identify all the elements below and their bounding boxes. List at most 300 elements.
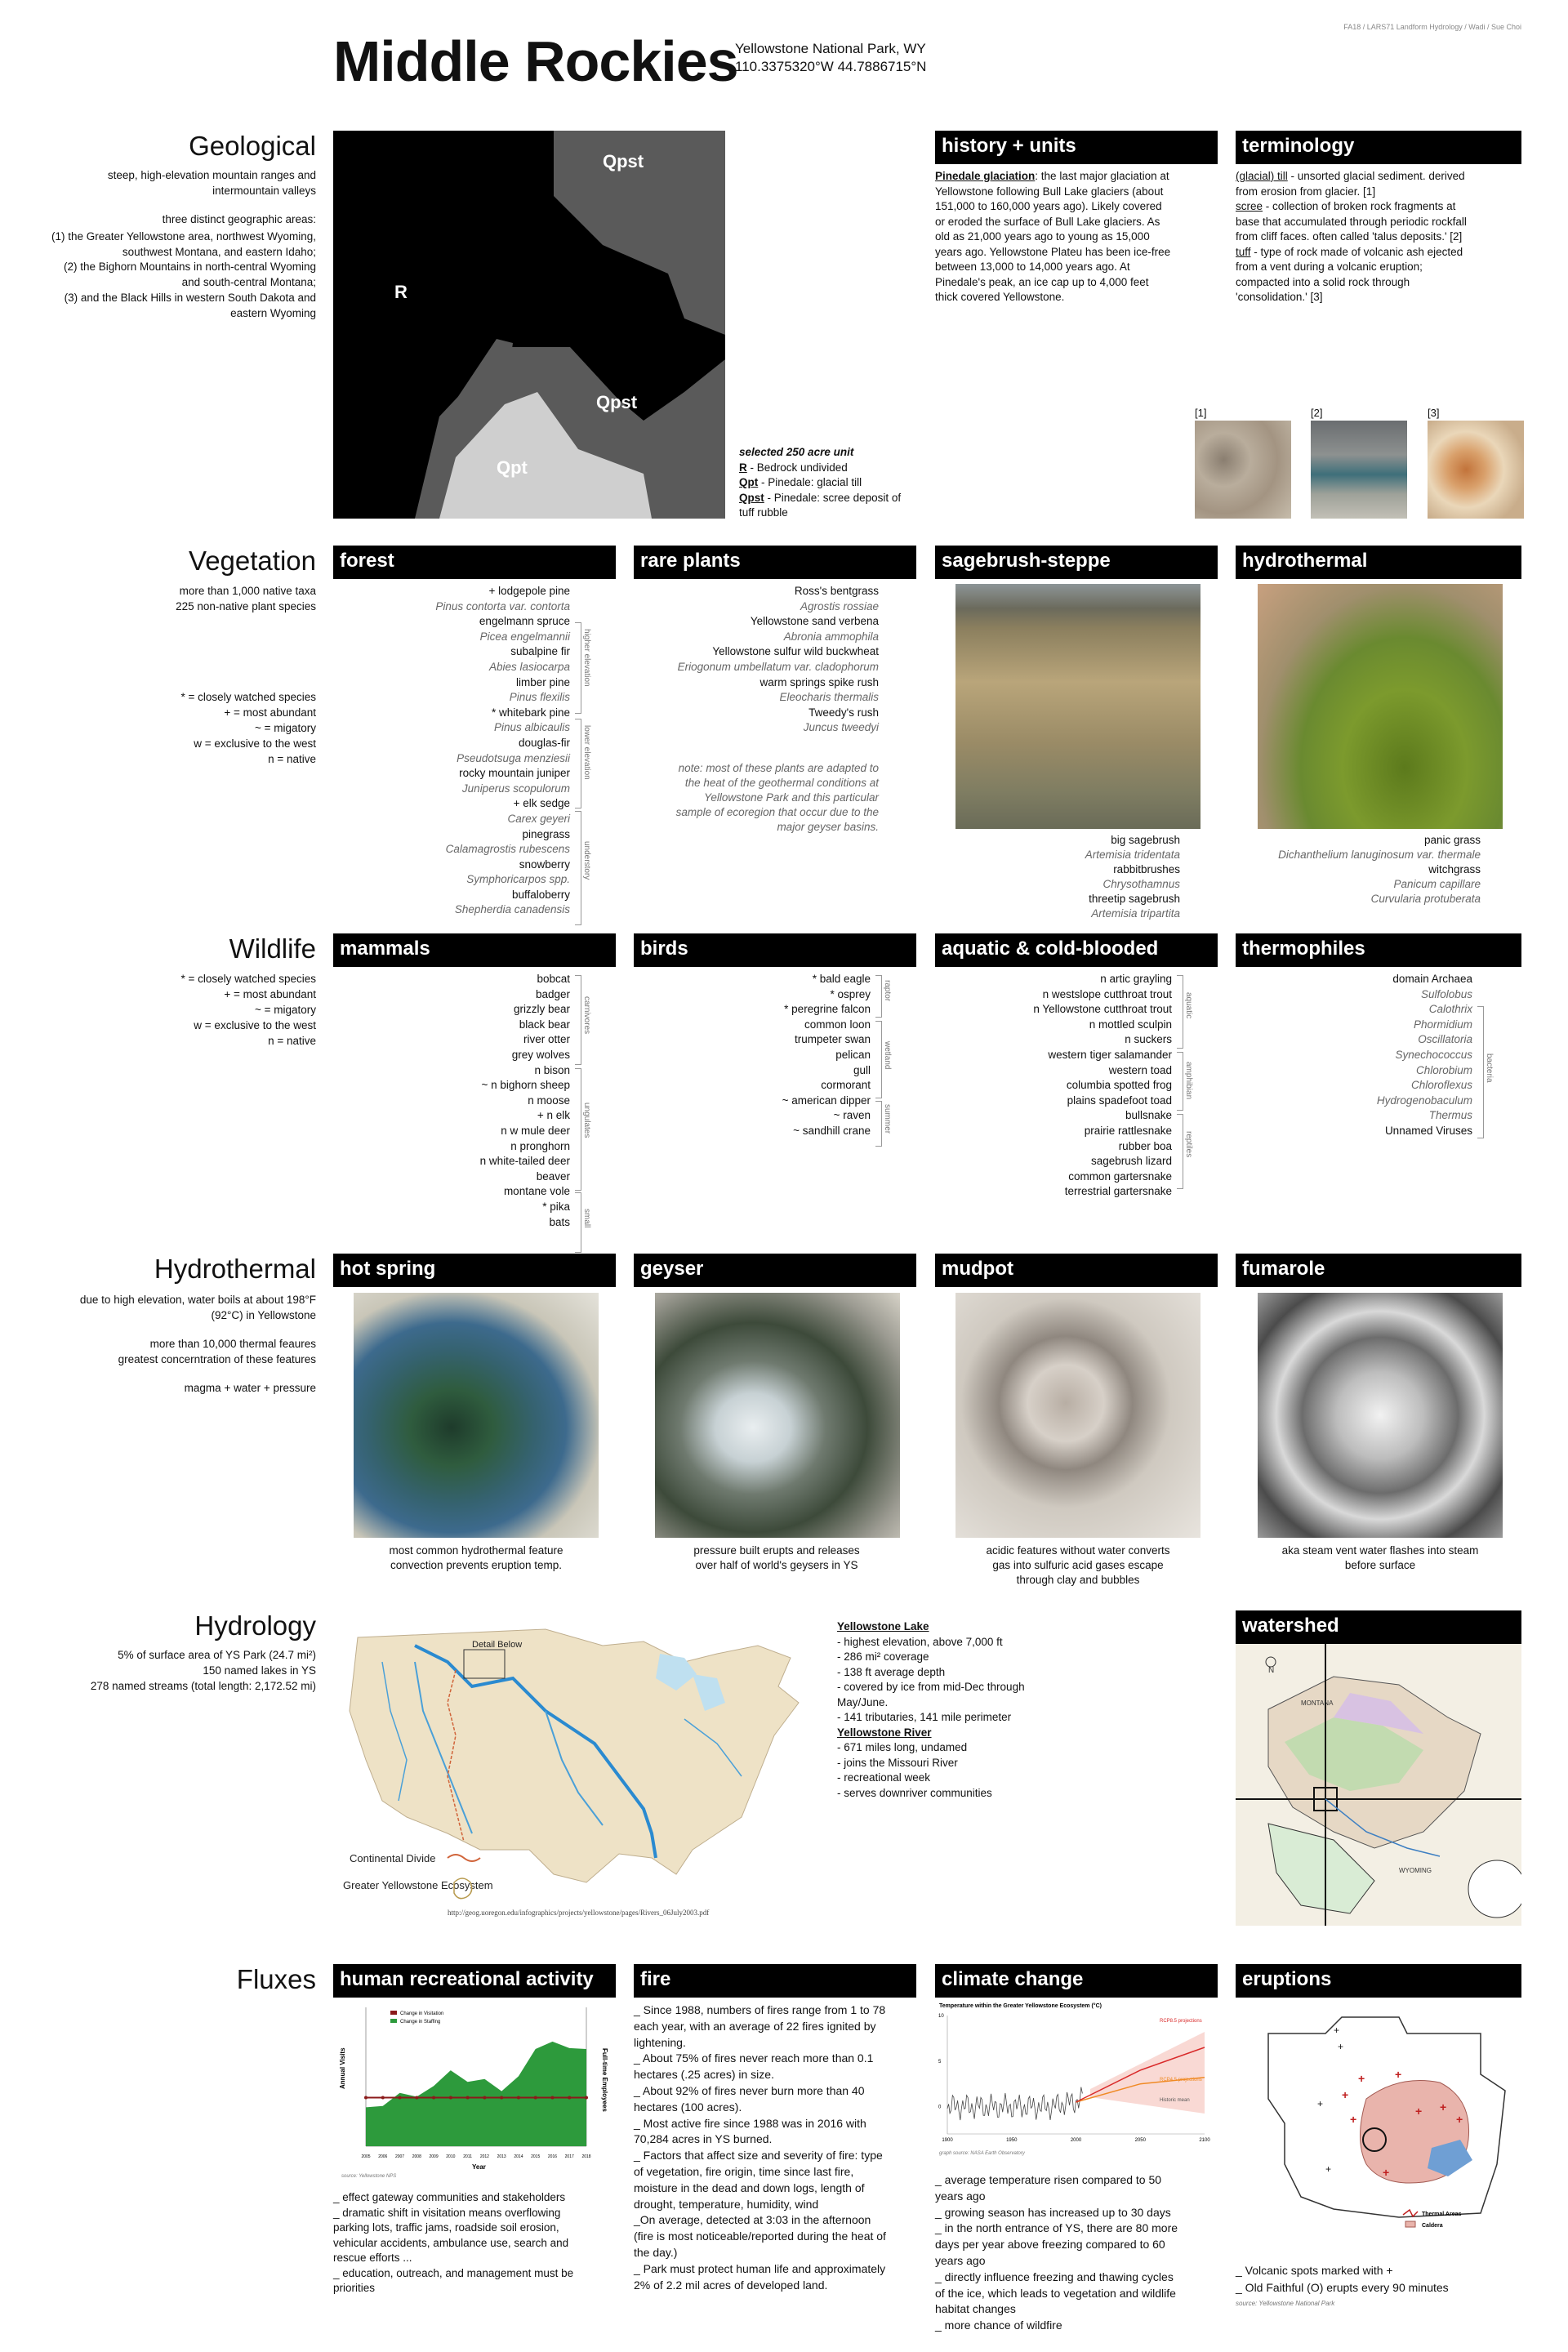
svg-text:+: + (1358, 2072, 1365, 2085)
staffing-point (432, 2096, 435, 2100)
map-label: Qpst (596, 392, 638, 412)
legend-label: Change in Staffing (400, 2020, 441, 2025)
lake-title: Yellowstone Lake (837, 1620, 929, 1633)
mammals-list (333, 972, 570, 1230)
note: more than 1,000 native taxa (179, 585, 316, 597)
list-item: rocky mountain juniper (459, 767, 570, 780)
staffing-point (483, 2096, 486, 2100)
fact: - serves downriver communities (837, 1786, 992, 1799)
list-item: Pinus flexilis (509, 691, 570, 704)
x-axis-label: Year (472, 2163, 486, 2171)
list-item: Eleocharis thermalis (779, 691, 879, 704)
header-hot-spring: hot spring (333, 1254, 616, 1287)
map-label: Greater Yellowstone Ecosystem (343, 1879, 493, 1891)
list-item: bobcat (537, 973, 570, 985)
geyser-caption: pressure built erupts and releases over half of world's geysers in YS (693, 1544, 860, 1571)
list-item: rubber boa (1118, 1139, 1172, 1152)
staffing-point (415, 2096, 418, 2100)
bracket (575, 1192, 581, 1253)
list-item: warm springs spike rush (760, 675, 879, 688)
bullet: _ average temperature risen compared to 50 years ago (935, 2173, 1162, 2203)
section-title-wildlife: Wildlife (229, 933, 316, 964)
list-item: sagebrush lizard (1090, 1155, 1172, 1168)
key-item: + = most abundant (224, 987, 316, 1000)
bracket (575, 1068, 581, 1191)
group-label: small (582, 1209, 591, 1228)
bullet: _ education, outreach, and management must be priorities (333, 2266, 574, 2294)
header-human-activity: human recreational activity (333, 1964, 616, 1998)
rare-note: note: most of these plants are adapted to the heat of the geothermal conditions at Yellowstone Park and this particular sample of ecoregion that occur due to the major geyser basins. (675, 762, 879, 833)
till-photo (1195, 421, 1291, 519)
bullet: _ dramatic shift in visitation means overflowing parking lots, traffic jams, roadside soil erosion, vehicular accidents, ambulance use, search and rescue efforts ... (333, 2206, 569, 2264)
svg-text:+: + (1317, 2098, 1324, 2109)
note: due to high elevation, water boils at about 198°F (92°C) in Yellowstone (79, 1294, 316, 1321)
header-geyser: geyser (634, 1254, 916, 1287)
list-item: ~ n bighorn sheep (481, 1079, 570, 1092)
x-tick-label: 2010 (446, 2154, 456, 2159)
key-item: ~ = migatory (254, 721, 316, 734)
human-activity-text (333, 2190, 578, 2296)
header-terminology: terminology (1236, 131, 1521, 164)
map-label: MONTANA (1301, 1699, 1334, 1707)
list-item: Carex geyeri (507, 812, 570, 825)
x-tick-label: 2006 (378, 2154, 388, 2159)
y-tick-label: 10 (938, 2014, 944, 2019)
map-label: Detail Below (472, 1640, 523, 1650)
key-item: * = closely watched species (180, 691, 316, 703)
wildlife-key (49, 972, 316, 1049)
x-tick-label: 2005 (361, 2154, 371, 2159)
list-item: Calamagrostis rubescens (445, 843, 570, 856)
list-item: rabbitbrushes (1113, 863, 1180, 875)
list-item: panic grass (1423, 834, 1481, 846)
bullet: _On average, detected at 3:03 in the afternoon (fire is most noticeable/reported during the heat of the day.) (634, 2213, 886, 2259)
note: 278 named streams (total length: 2,172.52 mi) (90, 1679, 316, 1692)
list-item: n moose (528, 1094, 570, 1107)
header-mammals: mammals (333, 933, 616, 967)
header-hydrothermal-veg: hydrothermal (1236, 546, 1521, 579)
x-tick-label: 2000 (1070, 2138, 1082, 2143)
list-item: + n elk (537, 1109, 570, 1122)
legend-label: Caldera (1422, 2223, 1443, 2229)
hot-spring-caption: most common hydrothermal feature convection prevents eruption temp. (389, 1544, 564, 1571)
note: (3) and the Black Hills in western South Dakota and eastern Wyoming (64, 292, 316, 320)
list-item: * pika (542, 1200, 570, 1213)
header-mudpot: mudpot (935, 1254, 1218, 1287)
bullet: _ Most active fire since 1988 was in 2016 with 70,284 acres in YS burned. (634, 2116, 866, 2146)
bullet: _ Volcanic spots marked with + (1236, 2264, 1393, 2277)
list-item: * whitebark pine (491, 706, 570, 719)
list-item: n artic grayling (1100, 973, 1172, 985)
header-climate-change: climate change (935, 1964, 1218, 1998)
x-tick-label: 2009 (429, 2154, 439, 2159)
map-label: Continental Divide (350, 1852, 436, 1864)
list-item: n westslope cutthroat trout (1042, 987, 1172, 1000)
list-item: Pinus contorta var. contorta (435, 599, 570, 612)
list-item: snowberry (519, 858, 570, 871)
group-label: reptiles (1184, 1131, 1193, 1158)
bracket (575, 811, 581, 925)
staffing-point (568, 2096, 571, 2100)
chart-source: source: Yellowstone NPS (341, 2174, 397, 2179)
list-item: witchgrass (1428, 863, 1481, 875)
bullet: _ more chance of wildfire (935, 2319, 1062, 2332)
chart-title: Temperature within the Greater Yellowstone Ecosystem (°C) (939, 2003, 1102, 2009)
course-credit: FA18 / LARS71 Landform Hydrology / Wadi / Sue Choi (1343, 23, 1521, 31)
bracket (1177, 975, 1183, 1049)
header-watershed: watershed (1236, 1610, 1521, 1644)
note: 225 non-native plant species (176, 599, 316, 612)
bullet: _ directly influence freezing and thawing cycles of the ice, which leads to vegetation and wildlife habitat changes (935, 2270, 1176, 2316)
staffing-point (466, 2096, 470, 2100)
list-item: engelmann spruce (479, 615, 570, 628)
historic-line (947, 2087, 1082, 2121)
header-aquatic: aquatic & cold-blooded (935, 933, 1218, 967)
list-item: Juniperus scopulorum (461, 782, 570, 795)
svg-text:+: + (1350, 2113, 1357, 2126)
group-label: summer (883, 1104, 892, 1134)
header-rare-plants: rare plants (634, 546, 916, 579)
note: greatest concerntration of these features (118, 1352, 316, 1365)
list-item: * osprey (830, 987, 871, 1000)
list-item: Symphoricarpos spp. (466, 873, 570, 886)
list-item: n bison (534, 1063, 570, 1076)
list-item: Synechococcus (1395, 1048, 1472, 1061)
x-tick-label: 2050 (1134, 2138, 1146, 2143)
list-item: Unnamed Viruses (1384, 1124, 1472, 1137)
vegetation-notes (49, 584, 316, 615)
note: (1) the Greater Yellowstone area, northwest Wyoming, southwest Montana, and eastern Idaho; (51, 229, 316, 258)
eruptions-map (1236, 2001, 1521, 2246)
key-item: w = exclusive to the west (194, 737, 316, 750)
list-item: Pinus albicaulis (493, 721, 570, 734)
list-item: grey wolves (511, 1048, 570, 1061)
mudpot-photo (956, 1293, 1200, 1538)
us-rivers-map (333, 1613, 831, 1919)
list-item: ~ sandhill crane (793, 1124, 871, 1137)
group-label: understory (582, 841, 591, 880)
fact: - 138 ft average depth (837, 1665, 946, 1678)
svg-text:+: + (1334, 2025, 1340, 2036)
climate-chart (935, 1999, 1218, 2171)
svg-text:+: + (1383, 2166, 1390, 2179)
staffing-point (585, 2096, 588, 2100)
list-item: Yellowstone sulfur wild buckwheat (712, 645, 879, 658)
series-label: RCP8.5 projections (1160, 2019, 1202, 2024)
list-item: grizzly bear (513, 1003, 570, 1016)
x-tick-label: 2100 (1199, 2138, 1210, 2143)
list-item: Artemisia tripartita (1091, 907, 1180, 920)
list-item: terrestrial gartersnake (1064, 1185, 1172, 1198)
watershed-map (1236, 1644, 1521, 1926)
list-item: Chlorobium (1415, 1063, 1472, 1076)
header-forest: forest (333, 546, 616, 579)
list-item: beaver (536, 1169, 570, 1183)
bullet: _ Park must protect human life and approximately 2% of 2.2 mil acres of developed land. (634, 2261, 886, 2292)
list-item: western tiger salamander (1048, 1048, 1172, 1061)
map-label: Qpst (603, 151, 644, 172)
visitation-chart (333, 1999, 616, 2179)
river-title: Yellowstone River (837, 1726, 932, 1739)
eruption-source: source: Yellowstone National Park (1236, 2300, 1335, 2307)
fact: - recreational week (837, 1771, 931, 1784)
list-item: Chrysothamnus (1102, 878, 1180, 890)
x-tick-label: 1950 (1006, 2138, 1018, 2143)
list-item: n w mule deer (501, 1124, 570, 1137)
key-item: * = closely watched species (180, 973, 316, 985)
legend-item: Qpst - Pinedale: scree deposit of tuff rubble (739, 491, 902, 519)
staffing-point (517, 2096, 520, 2100)
sagebrush-photo (956, 584, 1200, 829)
bracket (575, 622, 581, 714)
group-label: carnivores (582, 996, 591, 1035)
list-item: columbia spotted frog (1066, 1079, 1172, 1092)
svg-text:+: + (1440, 2100, 1447, 2114)
note: more than 10,000 thermal feaures (149, 1337, 316, 1350)
y2-axis-label: Full-time Employees (601, 2048, 608, 2112)
key-item: w = exclusive to the west (194, 1018, 316, 1031)
group-label: aquatic (1184, 992, 1193, 1019)
bracket (1177, 1114, 1183, 1189)
header-thermophiles: thermophiles (1236, 933, 1521, 967)
list-item: Ross's bentgrass (794, 585, 879, 597)
map-label: Qpt (497, 457, 528, 478)
yellowstone-lake-facts (837, 1619, 1066, 1801)
bullet: _ effect gateway communities and stakeholders (333, 2191, 566, 2203)
list-item: Phormidium (1413, 1018, 1472, 1031)
header-birds: birds (634, 933, 916, 967)
page-title: Middle Rockies (333, 29, 738, 93)
list-item: plains spadefoot toad (1067, 1094, 1172, 1107)
map-label: R (394, 282, 408, 302)
staffing-point (449, 2096, 452, 2100)
list-item: Tweedy's rush (808, 706, 879, 719)
list-item: common loon (804, 1018, 871, 1031)
list-item: ~ american dipper (782, 1094, 871, 1107)
group-label: lower elevation (582, 725, 591, 780)
svg-text:+: + (1342, 2088, 1349, 2101)
list-item: + elk sedge (513, 797, 570, 810)
list-item: western toad (1108, 1063, 1172, 1076)
series-label: Historic mean (1160, 2098, 1190, 2103)
fact: - covered by ice from mid-Dec through May/June. (837, 1681, 1025, 1708)
list-item: gull (853, 1063, 871, 1076)
list-item: Sulfolobus (1420, 987, 1472, 1000)
svg-text:+: + (1415, 2105, 1423, 2118)
x-tick-label: 2007 (394, 2154, 405, 2159)
list-item: Panicum capillare (1393, 878, 1481, 890)
section-title-hydrology: Hydrology (194, 1610, 316, 1641)
group-label: higher elevation (582, 629, 591, 687)
header-history-units: history + units (935, 131, 1218, 164)
group-label: wetland (883, 1041, 892, 1070)
coordinates: 110.3375320°W 44.7886715°N (735, 59, 927, 74)
list-item: Agrostis rossiae (800, 599, 879, 612)
tuff-photo (1428, 421, 1524, 519)
bullet: _ growing season has increased up to 30 days (935, 2205, 1171, 2219)
list-item: Abronia ammophila (783, 630, 879, 643)
key-item: n = native (268, 1034, 316, 1047)
rare-plants-list (634, 584, 879, 736)
list-item: big sagebrush (1111, 834, 1180, 846)
geology-legend (739, 445, 919, 521)
note: 5% of surface area of YS Park (24.7 mi²) (118, 1649, 316, 1661)
bracket (1477, 1006, 1484, 1138)
list-item: pelican (835, 1048, 871, 1061)
list-item: domain Archaea (1392, 973, 1472, 985)
legend-label: Change in Visitation (400, 2011, 444, 2016)
list-item: Dichanthelium lanuginosum var. thermale (1278, 849, 1481, 861)
list-item: bats (549, 1215, 570, 1228)
list-item: subalpine fir (510, 645, 570, 658)
bullet: _ Old Faithful (O) erupts every 90 minutes (1236, 2280, 1449, 2294)
list-item: threetip sagebrush (1089, 893, 1180, 905)
map-label: WYOMING (1399, 1867, 1432, 1874)
hydrothermal-veg-photo (1258, 584, 1503, 829)
svg-text:+: + (1395, 2068, 1402, 2081)
fact: - highest elevation, above 7,000 ft (837, 1635, 1003, 1648)
list-item: buffaloberry (511, 888, 570, 901)
bullet: _ Factors that affect size and severity of fire: type of vegetation, fire origin, time since last fire, moisture in the dead and down logs, length of drought, temperature, humidity, wind (634, 2149, 883, 2211)
visitation-area (366, 2042, 586, 2146)
list-item: prairie rattlesnake (1084, 1124, 1172, 1137)
x-tick-label: 2008 (412, 2154, 421, 2159)
history-text: Pinedale glaciation: the last major glaciation at Yellowstone following Bull Lake glaciers (about 151,000 to 160,000 years ago). Likely covered or eroded the surface of Bull Lake glaciers. As old as 21,000 years ago to young as 15,000 years ago. Yellowstone Plateu has been ice-free between 13,000 to 14,000 years ago. At Pinedale's peak, an ice cap up to 4,000 feet thick covered Yellowstone. (935, 170, 1171, 303)
svg-text:+: + (1456, 2113, 1463, 2126)
list-item: Hydrogenobaculum (1376, 1094, 1472, 1107)
list-item: ~ raven (833, 1109, 871, 1122)
x-tick-label: 2013 (497, 2154, 506, 2159)
list-item: Chloroflexus (1410, 1079, 1472, 1092)
bracket (575, 719, 581, 808)
aquatic-list (935, 972, 1172, 1200)
list-item: Artemisia tridentata (1085, 849, 1180, 861)
photo-label: [3] (1428, 407, 1440, 419)
list-item: common gartersnake (1068, 1169, 1172, 1183)
staffing-point (550, 2096, 554, 2100)
header-eruptions: eruptions (1236, 1964, 1521, 1998)
birds-list (634, 972, 871, 1139)
list-item: n white-tailed deer (479, 1155, 570, 1168)
group-label: raptor (883, 980, 892, 1002)
bracket (875, 1101, 882, 1147)
list-item: + lodgepole pine (488, 585, 570, 597)
hydrothermal-veg-caption (1236, 833, 1481, 906)
x-tick-label: 2018 (581, 2154, 591, 2159)
note: 150 named lakes in YS (203, 1664, 316, 1677)
map-source-url: http://geog.uoregon.edu/infographics/projects/yellowstone/pages/Rivers_06July2003.pdf (448, 1909, 710, 1917)
list-item: limber pine (515, 675, 570, 688)
list-item: n mottled sculpin (1089, 1018, 1172, 1031)
section-title-vegetation: Vegetation (189, 546, 316, 576)
list-item: Eriogonum umbellatum var. cladophorum (677, 660, 879, 673)
terminology-text: (glacial) till - unsorted glacial sediment. derived from erosion from glacier. [1] scree - collection of broken rock fragments at base that accumulated through periodic rockfall from cliff faces. often called 'talus deposits.' [2] tuff - type of rock made of volcanic ash ejected from a vent during a volcanic eruption; compacted into a solid rock through 'consolidation.' [3] (1236, 170, 1467, 303)
y-axis-label: Annual Visits (339, 2047, 346, 2089)
series-label: RCP4.5 projections (1160, 2078, 1202, 2082)
bullet: _ Since 1988, numbers of fires range from 1 to 78 each year, with an average of 22 fires ignited by lightening. (634, 2003, 886, 2049)
bracket (875, 975, 882, 1018)
group-label: ungulates (582, 1102, 591, 1138)
x-tick-label: 2011 (463, 2154, 472, 2159)
key-item: ~ = migatory (254, 1003, 316, 1016)
legend-title: selected 250 acre unit (739, 446, 854, 458)
section-title-geological: Geological (189, 131, 316, 161)
staffing-point (381, 2096, 385, 2100)
geological-notes (49, 168, 316, 322)
fact: - 286 mi² coverage (837, 1650, 929, 1663)
geology-map (333, 131, 725, 519)
y-tick-label: 5 (938, 2059, 942, 2065)
list-item: Pseudotsuga menziesii (457, 751, 570, 764)
fire-text (634, 2002, 887, 2293)
svg-text:N: N (1268, 1666, 1275, 1675)
key-item: n = native (268, 752, 316, 765)
bracket (575, 975, 581, 1065)
header-fire: fire (634, 1964, 916, 1998)
list-item: douglas-fir (518, 736, 570, 749)
list-item: Calothrix (1428, 1003, 1472, 1016)
list-item: n pronghorn (510, 1139, 570, 1152)
list-item: * peregrine falcon (784, 1003, 871, 1016)
geyser-photo (655, 1293, 900, 1538)
note: three distinct geographic areas: (162, 212, 316, 225)
list-item: Abies lasiocarpa (488, 660, 570, 673)
legend-label: Thermal Areas (1422, 2212, 1462, 2217)
list-item: * bald eagle (812, 973, 871, 985)
group-label: amphibian (1184, 1062, 1193, 1100)
legend-item: R - Bedrock undivided (739, 461, 848, 474)
list-item: cormorant (821, 1079, 871, 1092)
x-tick-label: 2017 (564, 2154, 574, 2159)
bracket (1177, 1052, 1183, 1111)
header-fumarole: fumarole (1236, 1254, 1521, 1287)
eruptions-text (1236, 2262, 1505, 2313)
hydrothermal-notes (49, 1293, 316, 1396)
staffing-point (534, 2096, 537, 2100)
hot-spring-photo (354, 1293, 599, 1538)
fact: - joins the Missouri River (837, 1756, 958, 1769)
photo-label: [1] (1195, 407, 1207, 419)
list-item: river otter (523, 1033, 570, 1046)
thermophiles-list (1236, 972, 1472, 1139)
sagebrush-caption (935, 833, 1180, 921)
x-tick-label: 1900 (942, 2138, 953, 2143)
list-item: montane vole (503, 1185, 570, 1198)
list-item: bullsnake (1125, 1109, 1172, 1122)
section-title-fluxes: Fluxes (236, 1964, 316, 1994)
climate-text (935, 2172, 1184, 2334)
header-sagebrush-steppe: sagebrush-steppe (935, 546, 1218, 579)
list-item: trumpeter swan (794, 1033, 871, 1046)
staffing-point (399, 2096, 402, 2100)
section-title-hydrothermal: Hydrothermal (154, 1254, 316, 1284)
list-item: n Yellowstone cutthroat trout (1033, 1003, 1172, 1016)
fact: - 671 miles long, undamed (837, 1741, 968, 1753)
list-item: pinegrass (522, 827, 570, 840)
vegetation-key (49, 690, 316, 767)
key-item: + = most abundant (224, 706, 316, 719)
bullet: _ in the north entrance of YS, there are 80 more days per year above freezing compared to 60 years ago (935, 2221, 1178, 2267)
group-label: bacteria (1485, 1054, 1494, 1083)
svg-text:+: + (1325, 2163, 1332, 2175)
list-item: Juncus tweedyi (803, 721, 879, 734)
scree-photo (1311, 421, 1407, 519)
hydrology-notes (49, 1648, 316, 1695)
svg-text:+: + (1338, 2041, 1344, 2052)
list-item: black bear (519, 1018, 570, 1031)
x-tick-label: 2014 (514, 2154, 523, 2159)
photo-label: [2] (1311, 407, 1323, 419)
